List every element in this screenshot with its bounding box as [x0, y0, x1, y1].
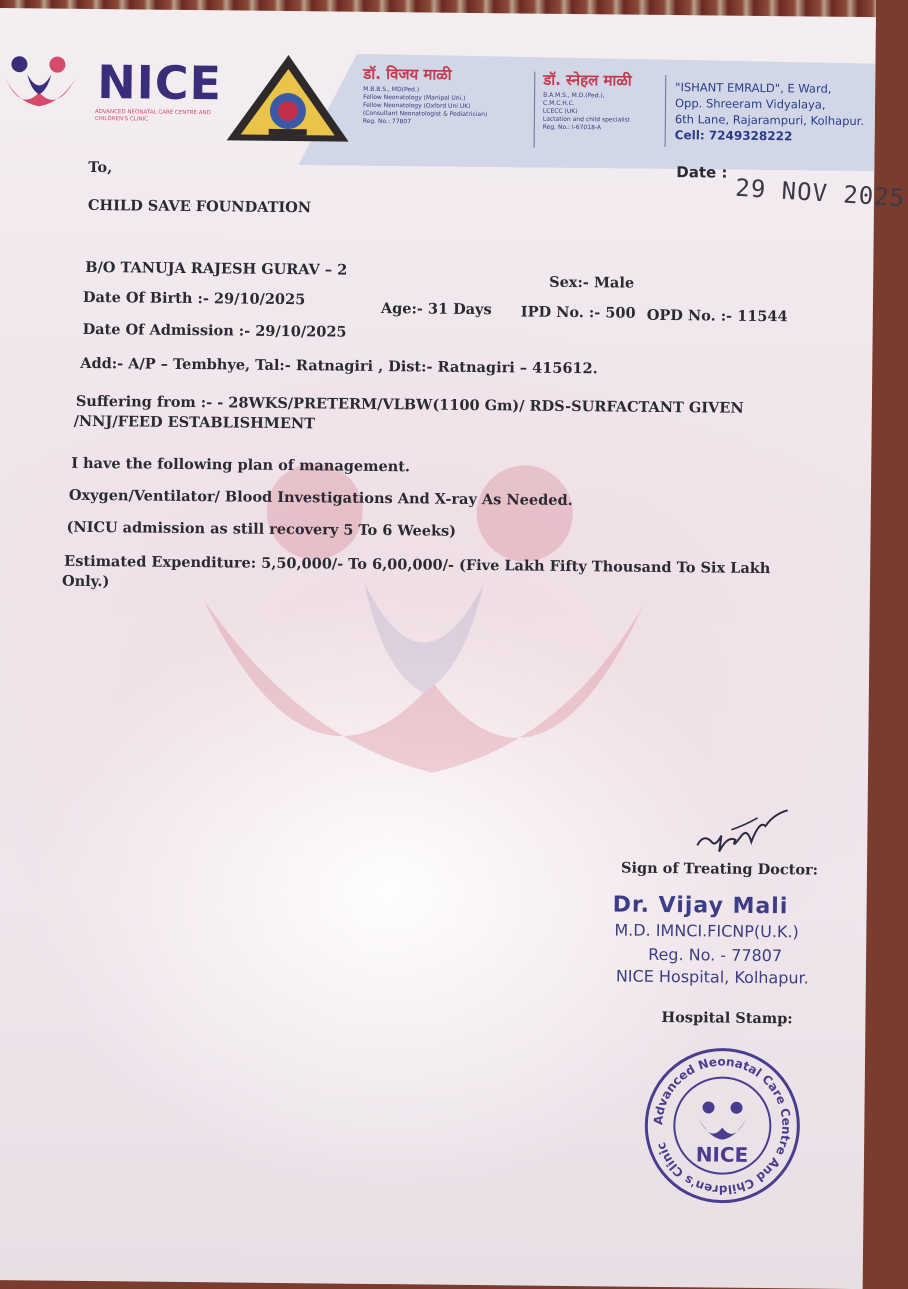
doctor1-line: Reg. No.: 77807 — [362, 117, 412, 126]
estimated-expenditure: Only.) — [61, 572, 110, 591]
doctor-qualification: M.D. IMNCI.FICNP(U.K.) — [614, 920, 799, 942]
treatment-plan: Oxygen/Ventilator/ Blood Investigations And X-ray As Needed. — [68, 486, 573, 510]
doctor1-line: Fellow Neonatology (Oxford Uni UK) — [362, 101, 471, 110]
doctor2-name: डॉ. स्नेहल माळी — [543, 70, 632, 90]
salutation-to: To, — [88, 158, 113, 177]
hospital-stamp — [642, 1045, 804, 1207]
estimated-expenditure: Estimated Expenditure: 5,50,000/- To 6,00,000/- (Five Lakh Fifty Thousand To Six Lakh — [64, 552, 771, 578]
date-value: 29 NOV 2025 — [734, 173, 906, 213]
stamp-label: Hospital Stamp: — [661, 1008, 793, 1028]
logo-subtitle: ADVANCED NEONATAL CARE CENTRE AND CHILDREN'S CLINIC — [94, 108, 211, 123]
letterhead — [0, 36, 876, 165]
patient-age: Age:- 31 Days — [380, 300, 492, 319]
doctor1-block — [363, 64, 532, 128]
date-of-admission: Date Of Admission :- 29/10/2025 — [82, 320, 347, 341]
doctor1-line: (Consultant Neonatologist & Pediatrician) — [362, 109, 488, 119]
diagnosis-line: Suffering from :- - 28WKS/PRETERM/VLBW(1100 Gm)/ RDS-SURFACTANT GIVEN — [75, 392, 744, 417]
diagnosis-line: /NNJ/FEED ESTABLISHMENT — [73, 412, 316, 433]
doctor-signature-icon — [691, 805, 792, 858]
patient-name: B/O TANUJA RAJESH GURAV – 2 — [85, 258, 348, 279]
doctor1-line: M.B.B.S., MD(Ped.) — [363, 85, 420, 94]
doctor2-line: Reg. No.: I-67018-A — [542, 123, 602, 132]
patient-address: Add:- A/P – Tembhye, Tal:- Ratnagiri , Dist:- Ratnagiri – 415612. — [80, 354, 598, 378]
clinic-phone: Cell: 7249328222 — [674, 128, 793, 144]
ipd-number: IPD No. :- 500 — [520, 303, 636, 322]
hospital-location: NICE Hospital, Kolhapur. — [615, 966, 809, 988]
doctor2-block — [543, 70, 668, 133]
doctor-name-stamp: Dr. Vijay Mali — [612, 892, 789, 920]
stamp-family-icon — [698, 1101, 746, 1140]
doctor2-line: Lactation and child specialist — [542, 115, 631, 124]
family-logo-icon — [1, 52, 82, 117]
address-line: "ISHANT EMRALD", E Ward, — [675, 80, 832, 96]
plan-intro: I have the following plan of management. — [71, 454, 411, 476]
doctor-registration: Reg. No. - 77807 — [648, 944, 783, 966]
address-line: Opp. Shreeram Vidyalaya, — [674, 96, 826, 112]
doctor2-line: C.M.C.H.C. — [542, 99, 575, 108]
letter-paper — [0, 8, 906, 1289]
doctor2-line: B.A.M.S., M.D.(Ped.), — [543, 91, 605, 100]
svg-text:Advanced Neonatal Care Centre — [650, 1054, 794, 1198]
doctor1-name: डॉ. विजय माळी — [363, 64, 452, 84]
date-of-birth: Date Of Birth :- 29/10/2025 — [82, 288, 306, 309]
opd-number: OPD No. :- 11544 — [646, 306, 788, 326]
patient-sex: Sex:- Male — [549, 273, 635, 292]
signature-label: Sign of Treating Doctor: — [620, 859, 819, 879]
nicu-duration: (NICU admission as still recovery 5 To 6 Weeks) — [66, 518, 457, 540]
doctor1-line: Fellow Neonatology (Manipal Uni.) — [363, 93, 466, 102]
address-line: 6th Lane, Rajarampuri, Kolhapur. — [674, 112, 865, 129]
doctor2-line: LCECC (UK) — [542, 107, 578, 116]
logo-title: NICE — [96, 55, 223, 111]
recipient: CHILD SAVE FOUNDATION — [87, 196, 312, 217]
nice-logo — [1, 46, 242, 139]
date-label: Date : — [676, 163, 728, 182]
stamp-ring-text: Advanced Neonatal Care Centre And Children's Clinic — [651, 1054, 794, 1197]
stamp-center-text: NICE — [695, 1142, 749, 1167]
accreditation-badge-icon — [225, 52, 352, 143]
clinic-address — [675, 79, 876, 145]
